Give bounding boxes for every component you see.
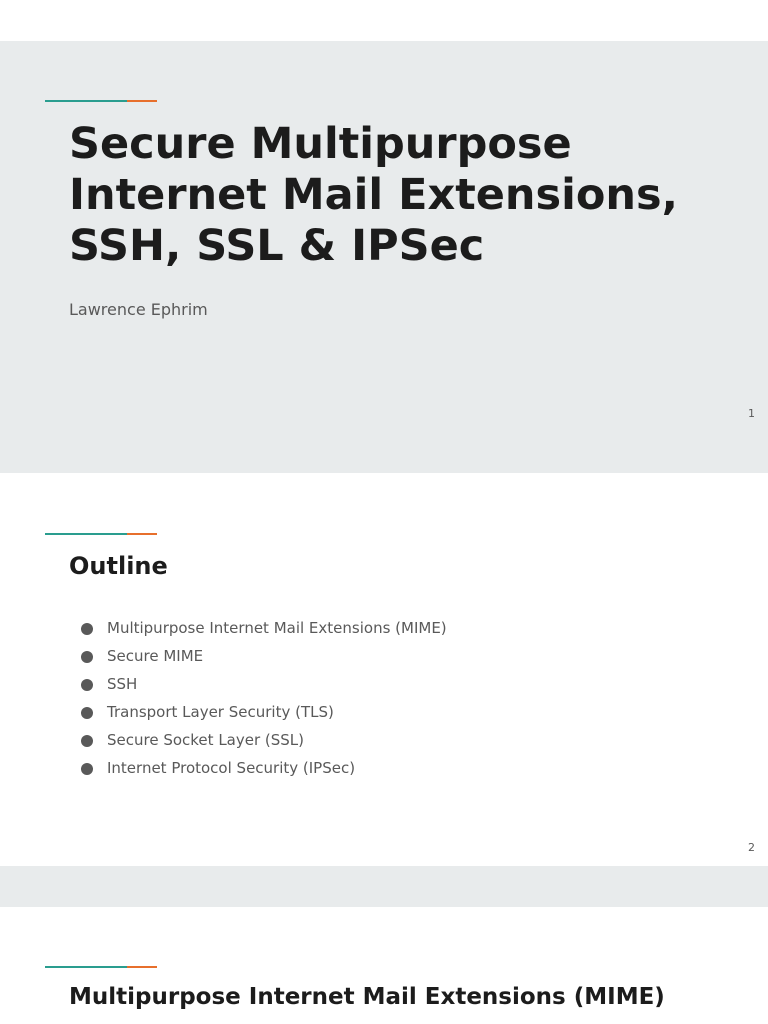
list-item: Multipurpose Internet Mail Extensions (MIME) <box>80 614 447 642</box>
slide-1 <box>0 41 768 473</box>
slide-author: Lawrence Ephrim <box>69 300 208 319</box>
slide-3 <box>0 907 768 1024</box>
bullet-icon <box>81 679 93 691</box>
list-item: Secure Socket Layer (SSL) <box>80 726 447 754</box>
slide-title: Multipurpose Internet Mail Extensions (MIME) <box>69 984 665 1010</box>
list-item: Secure MIME <box>80 642 447 670</box>
bullet-icon <box>81 707 93 719</box>
bullet-icon <box>81 763 93 775</box>
accent-line <box>45 966 157 968</box>
slide-title: Secure Multipurpose Internet Mail Extensions, SSH, SSL & IPSec <box>69 119 678 271</box>
list-item: Transport Layer Security (TLS) <box>80 698 447 726</box>
slide-title: Outline <box>69 552 168 580</box>
page-number: 1 <box>748 407 755 420</box>
outline-list <box>80 614 447 782</box>
bullet-icon <box>81 651 93 663</box>
slide-separator <box>0 866 768 907</box>
bullet-icon <box>81 735 93 747</box>
list-item: Internet Protocol Security (IPSec) <box>80 754 447 782</box>
slide-2 <box>0 474 768 865</box>
bullet-icon <box>81 623 93 635</box>
accent-line <box>45 100 157 102</box>
page-number: 2 <box>748 841 755 854</box>
accent-line <box>45 533 157 535</box>
list-item: SSH <box>80 670 447 698</box>
